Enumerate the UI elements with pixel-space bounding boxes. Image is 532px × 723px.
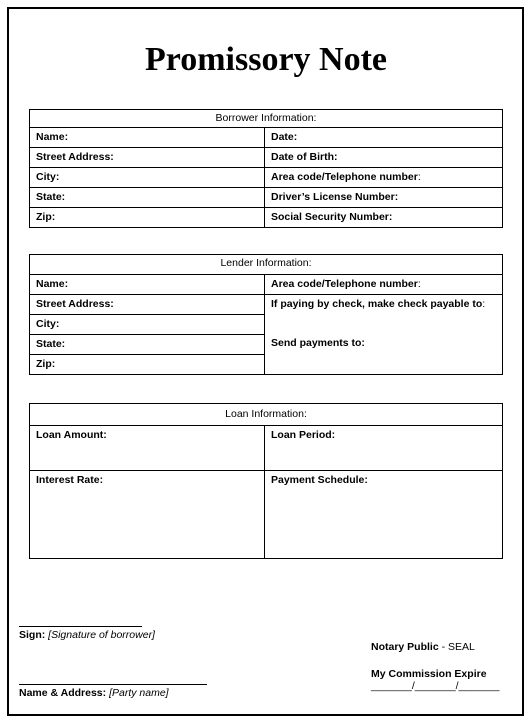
lender-zip-field[interactable]: Zip: — [30, 355, 265, 375]
borrower-phone-colon: : — [417, 171, 421, 183]
commission-date-blanks[interactable]: _______/_______/_______ — [371, 680, 500, 692]
loan-heading: Loan Information: — [30, 404, 503, 426]
borrower-dob-field[interactable]: Date of Birth: — [265, 148, 503, 168]
lender-check-colon: : — [482, 298, 486, 310]
payment-schedule-field[interactable]: Payment Schedule: — [265, 471, 503, 559]
lender-street-field[interactable]: Street Address: — [30, 295, 265, 315]
borrower-ssn-field[interactable]: Social Security Number: — [265, 208, 503, 228]
borrower-street-field[interactable]: Street Address: — [30, 148, 265, 168]
lender-phone-label: Area code/Telephone number — [271, 278, 418, 290]
loan-amount-field[interactable]: Loan Amount: — [30, 426, 265, 471]
sign-placeholder: [Signature of borrower] — [48, 629, 155, 641]
lender-heading: Lender Information: — [30, 255, 503, 275]
name-address-text — [19, 687, 169, 699]
lender-name-field[interactable]: Name: — [30, 275, 265, 295]
borrower-city-field[interactable]: City: — [30, 168, 265, 188]
sign-text — [19, 629, 155, 641]
name-address-placeholder: [Party name] — [109, 687, 169, 699]
interest-rate-field[interactable]: Interest Rate: — [30, 471, 265, 559]
notary-text — [371, 641, 475, 653]
name-address-label: Name & Address: — [19, 687, 107, 699]
lender-check-label: If paying by check, make check payable to — [271, 298, 483, 310]
signature-line[interactable] — [19, 626, 142, 627]
lender-city-field[interactable]: City: — [30, 315, 265, 335]
borrower-state-field[interactable]: State: — [30, 188, 265, 208]
lender-phone-colon: : — [417, 278, 421, 290]
lender-information-table — [29, 254, 503, 375]
loan-period-field[interactable]: Loan Period: — [265, 426, 503, 471]
lender-payment-field[interactable] — [265, 295, 503, 375]
borrower-information-table — [29, 109, 503, 228]
borrower-name-field[interactable]: Name: — [30, 128, 265, 148]
borrower-phone-field[interactable] — [265, 168, 503, 188]
notary-seal: - SEAL — [438, 641, 475, 653]
lender-state-field[interactable]: State: — [30, 335, 265, 355]
borrower-phone-label: Area code/Telephone number — [271, 171, 418, 183]
lender-send-payments-label: Send payments to: — [271, 337, 365, 349]
borrower-date-field[interactable]: Date: — [265, 128, 503, 148]
borrower-license-field[interactable]: Driver’s License Number: — [265, 188, 503, 208]
lender-phone-field[interactable] — [265, 275, 503, 295]
loan-information-table — [29, 403, 503, 559]
commission-label: My Commission Expire — [371, 668, 487, 680]
borrower-heading: Borrower Information: — [30, 110, 503, 128]
name-address-line[interactable] — [19, 684, 207, 685]
borrower-zip-field[interactable]: Zip: — [30, 208, 265, 228]
notary-label: Notary Public — [371, 641, 439, 653]
sign-label: Sign: — [19, 629, 46, 641]
page-title: Promissory Note — [144, 41, 388, 78]
